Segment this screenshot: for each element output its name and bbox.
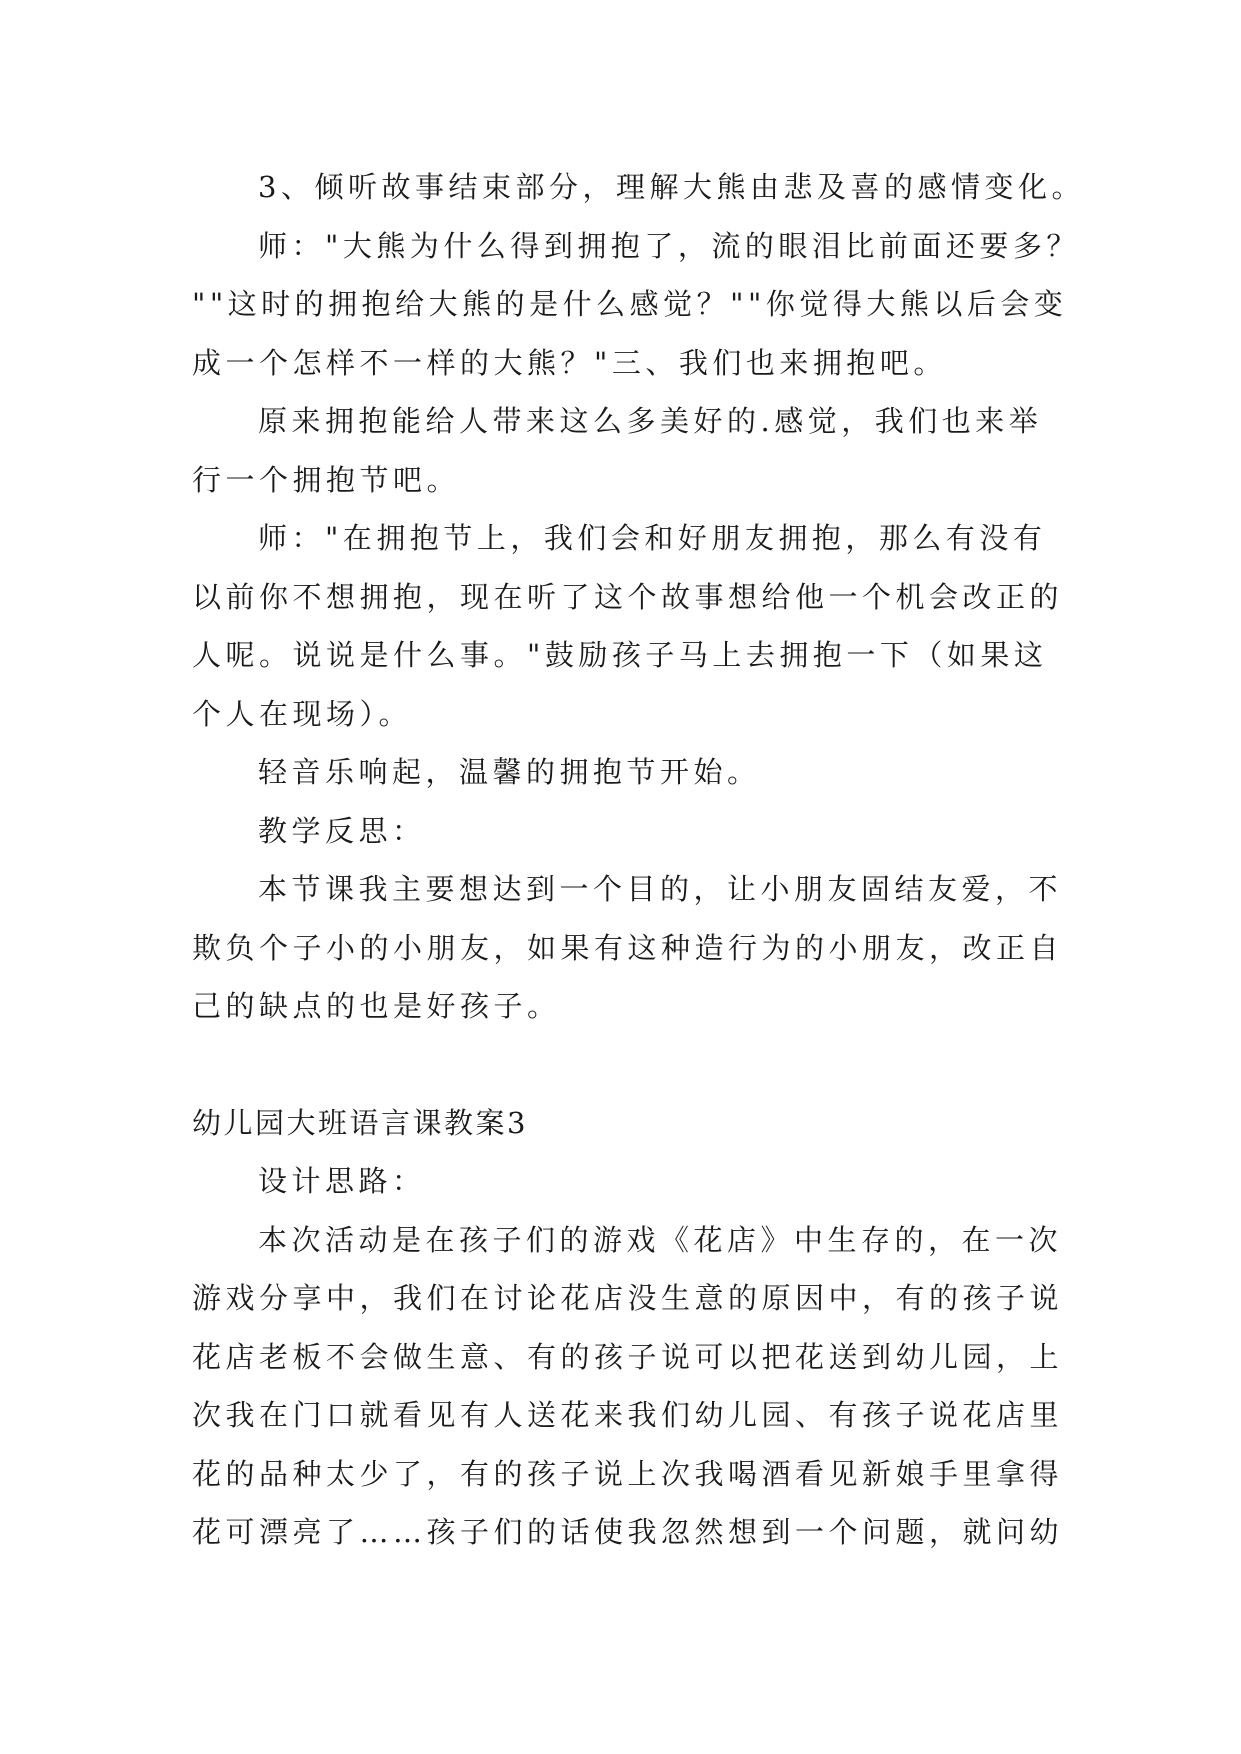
- paragraph-line: 己的缺点的也是好孩子。: [192, 989, 561, 1023]
- paragraph-line: 师："大熊为什么得到拥抱了，流的眼泪比前面还要多？: [258, 228, 1080, 263]
- paragraph-line: 轻音乐响起，温馨的拥抱节开始。: [258, 755, 761, 789]
- paragraph-line: 原来拥抱能给人带来这么多美好的.感觉，我们也来举: [258, 404, 1043, 438]
- paragraph-line: 师："在拥抱节上，我们会和好朋友拥抱，那么有没有: [258, 521, 1047, 555]
- section-label: 设计思路：: [258, 1164, 426, 1198]
- paragraph-line: 行一个拥抱节吧。: [192, 462, 461, 497]
- paragraph-line: ""这时的拥抱给大熊的是什么感觉？""你觉得大熊以后会变: [192, 287, 1068, 321]
- paragraph-line: 欺负个子小的小朋友，如果有这种造行为的小朋友，改正自: [192, 930, 1064, 965]
- paragraph-line: 本次活动是在孩子们的游戏《花店》中生存的，在一次: [258, 1222, 1063, 1257]
- paragraph-line: 个人在现场）。: [192, 696, 413, 731]
- paragraph-line: 花可漂亮了……孩子们的话使我忽然想到一个问题，就问幼: [192, 1515, 1064, 1549]
- paragraph-line: 次我在门口就看见有人送花来我们幼儿园、有孩子说花店里: [192, 1398, 1064, 1432]
- paragraph-line: 花店老板不会做生意、有的孩子说可以把花送到幼儿园，上: [192, 1339, 1064, 1374]
- paragraph-line: 人呢。说说是什么事。"鼓励孩子马上去拥抱一下（如果这: [192, 638, 1048, 672]
- document-body: [192, 158, 1085, 1562]
- paragraph-line: 3、倾听故事结束部分，理解大熊由悲及喜的感情变化。: [258, 170, 1085, 204]
- paragraph-line: 花的品种太少了，有的孩子说上次我喝酒看见新娘手里拿得: [192, 1456, 1064, 1491]
- paragraph-line: 游戏分享中，我们在讨论花店没生意的原因中，有的孩子说: [192, 1281, 1064, 1315]
- paragraph-line: 本节课我主要想达到一个目的，让小朋友固结友爱，不: [258, 872, 1063, 906]
- paragraph-line: 成一个怎样不一样的大熊？"三、我们也来拥抱吧。: [192, 345, 947, 380]
- section-heading: 幼儿园大班语言课教案3: [192, 1105, 528, 1140]
- section-gap: [192, 1036, 1067, 1094]
- paragraph-line: 以前你不想拥抱，现在听了这个故事想给他一个机会改正的: [192, 579, 1064, 614]
- section-label: 教学反思：: [258, 813, 426, 848]
